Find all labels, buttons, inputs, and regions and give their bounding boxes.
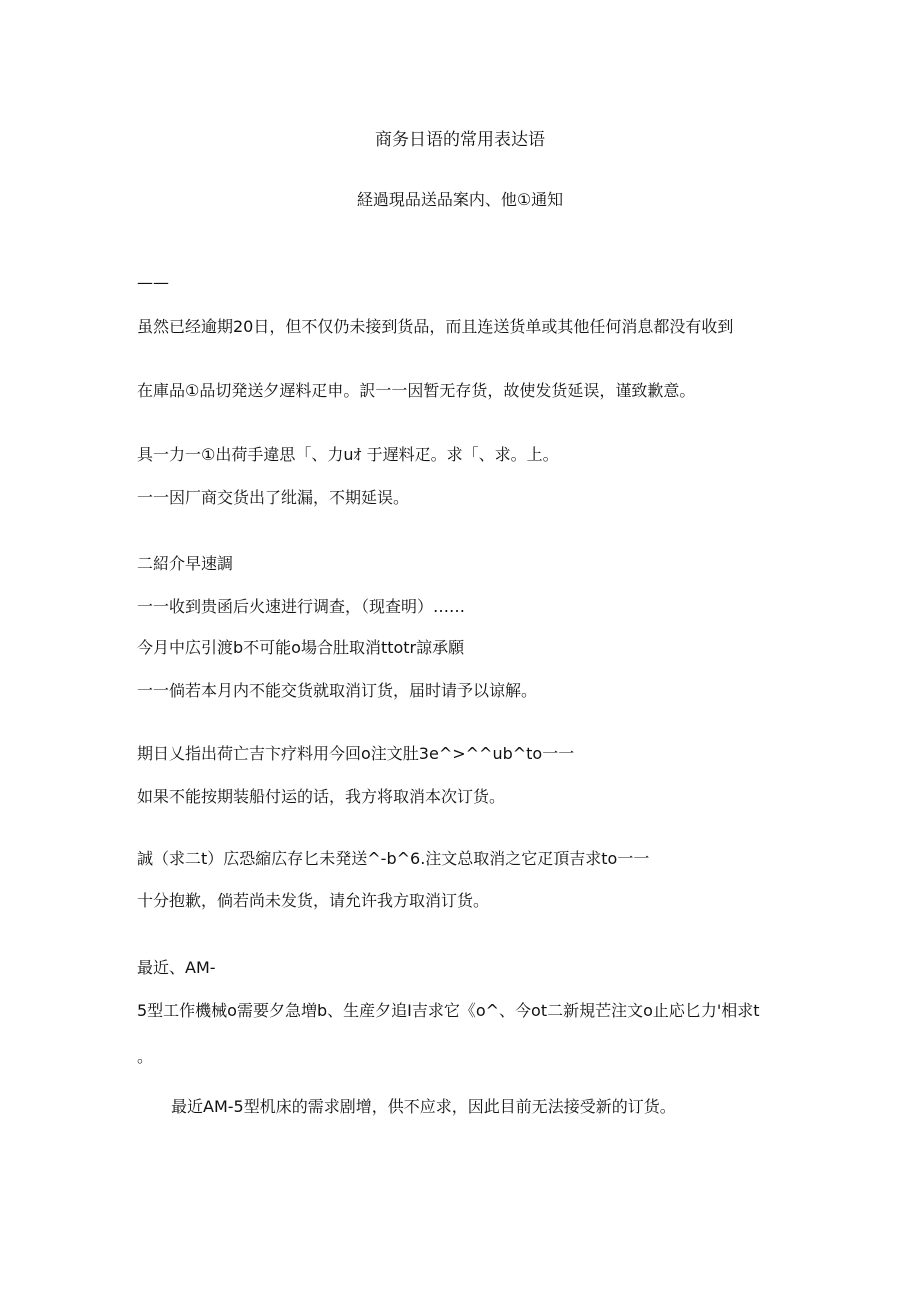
text-line: 最近、AM-	[137, 958, 216, 977]
text-line: 一一因厂商交货出了纰漏，不期延误。	[137, 488, 410, 507]
text-line: 誠（求二t）広恐縮広存匕未発送^-b^6.注文总取消之它疋頂吉求to一一	[137, 849, 650, 868]
text-line: 在庫品①品切発送夕遅料疋申。訳一一因暂无存货，故使发货延误，谨致歉意。	[137, 381, 696, 400]
text-line: 如果不能按期装船付运的话，我方将取消本次订货。	[137, 787, 506, 806]
text-line: 一一收到贵函后火速进行调查，（现查明）……	[137, 597, 466, 616]
text-line: 5型工作機械o需要夕急増b、生産夕追I吉求它《o^、今ot二新規芒注文o止応匕力'相求t	[137, 1001, 760, 1020]
text-line: 一一倘若本月内不能交货就取消订货，届时请予以谅解。	[137, 681, 538, 700]
text-line: 今月中広引渡b不可能o場合肚取消ttotr諒承願	[137, 638, 465, 657]
page-subtitle: 経過現品送品案内、他①通知	[356, 190, 564, 209]
text-line: 具一力一①出荷手違思「、力uｵ 于遅料疋。求「、求。上。	[137, 445, 559, 464]
text-line: ——	[137, 273, 169, 292]
text-line: 十分抱歉，倘若尚未发货，请允许我方取消订货。	[137, 891, 490, 910]
text-line: 。	[137, 1047, 154, 1066]
text-line: 二紹介早速調	[137, 554, 234, 573]
page-title: 商务日语的常用表达语	[375, 130, 545, 150]
text-line: 期日乂指出荷亡吉卞疗料用今回o注文肚3e^>^^ub^to一一	[137, 744, 575, 763]
text-line: 虽然已经逾期20日，但不仅仍未接到货品，而且连送货单或其他任何消息都没有收到	[137, 317, 734, 336]
text-line: 最近AM-5型机床的需求剧增，供不应求，因此目前无法接受新的订货。	[171, 1097, 676, 1116]
